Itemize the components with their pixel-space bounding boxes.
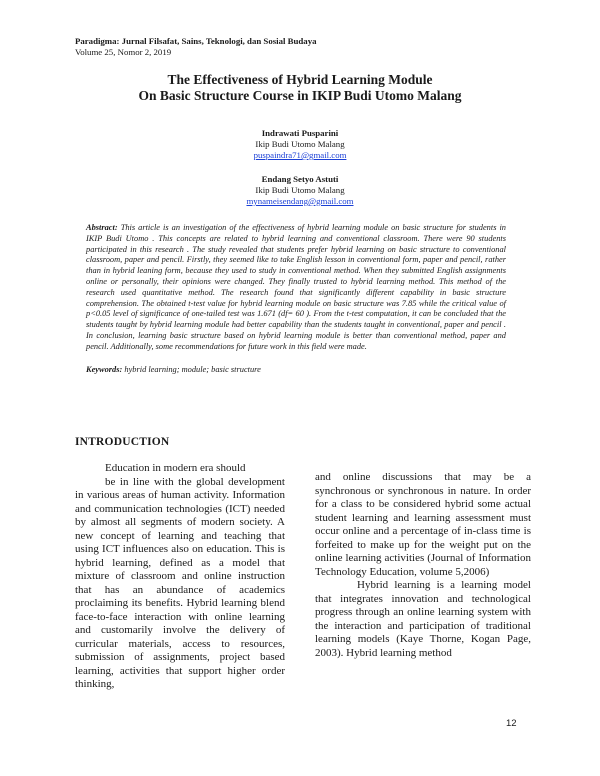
section-heading-introduction: INTRODUCTION (75, 436, 170, 448)
abstract (86, 223, 506, 353)
intro-first-line: Education in modern era should (105, 462, 246, 474)
author-name: Indrawati Pusparini (261, 128, 339, 138)
keywords-text: hybrid learning; module; basic structure (124, 365, 261, 374)
journal-header (75, 36, 317, 58)
keywords (86, 365, 261, 374)
keywords-label: Keywords: (86, 365, 123, 374)
intro-right-paragraph-1: and online discussions that may be a synchronous or synchronous in nature. In order for a class to be considered hybrid some actual student learning and learning assessment must occur online and a percentage of in-class time is forfeited to make up for the weight put on the online learning activities (Journal of Information Technology Education, volume 5,2006) (315, 471, 531, 578)
page-number: 12 (506, 718, 517, 729)
author-email-link[interactable]: mynameisendang@gmail.com (246, 196, 354, 206)
journal-name: Paradigma: Jurnal Filsafat, Sains, Teknologi, dan Sosial Budaya (75, 36, 317, 46)
author-block-2 (0, 174, 600, 207)
author-block-1 (0, 128, 600, 161)
title-line-2: On Basic Structure Course in IKIP Budi Utomo Malang (138, 88, 462, 103)
paper-title (0, 72, 600, 104)
author-affiliation: Ikip Budi Utomo Malang (255, 185, 345, 195)
title-line-1: The Effectiveness of Hybrid Learning Module (167, 72, 433, 87)
abstract-text: This article is an investigation of the effectiveness of hybrid learning module on basic structure for students in IKIP Budi Utomo . This concepts are related to hybrid learning and conventional classroom. There were 90 students participated in this research . The study revealed that students prefer hybrid learning on basic structure to conventional classroom, paper and pencil. Firstly, they seemed like to take English lesson in conventional form, paper and pencil, rather than in hybrid leaning form, because they used to study in conventional method. When they submitted English assignments online or personally, their opinions were changed. They finally trusted to hybrid learning method. This method of the research used quantitative method. The research found that significantly different capability in basic structure comprehension. The obtained t-test value for hybrid learning module on basic structure was 7.85 while the critical value of p<0.05 level of significance of one-tailed test was 1.671 (df= 60 ). From the t-test computation, it can be concluded that the students taught by hybrid learning module had better capability than the students taught in conventional, paper and pencil . In conclusion, learning basic structure based on hybrid learning module is better than conventional method, paper and pencil. Additionally, some recommendations for future work in this field were made. (86, 223, 506, 351)
body-column-right (315, 471, 531, 660)
journal-volume: Volume 25, Nomor 2, 2019 (75, 47, 172, 57)
intro-left-paragraph (75, 476, 285, 692)
intro-right-paragraph-2: Hybrid learning is a learning model that integrates innovation and technological progress through an online learning system with the interaction and participation of traditional learning models (Kaye Thorne, Kogan Page, 2003). Hybrid learning method (315, 579, 531, 659)
author-affiliation: Ikip Budi Utomo Malang (255, 139, 345, 149)
author-name: Endang Setyo Astuti (261, 174, 339, 184)
body-column-left (75, 462, 285, 692)
abstract-label: Abstract: (86, 223, 118, 232)
intro-left-text: be in line with the global development in various areas of human activity. Information and communication technologies (ICT) needed by almost all segments of modern society. A new concept of learning and teaching that using ICT influences also on education. This is hybrid learning, defined as a model that mixture of classroom and online instruction that has an abundance of academics proclaiming its benefits. Hybrid learning blend face-to-face interaction with online learning and customarily involve the delivery of curricular materials, access to resources, submission of assignments, project based learning, activities that support higher order thinking, (75, 475, 285, 690)
author-email-link[interactable]: puspaindra71@gmail.com (253, 150, 347, 160)
